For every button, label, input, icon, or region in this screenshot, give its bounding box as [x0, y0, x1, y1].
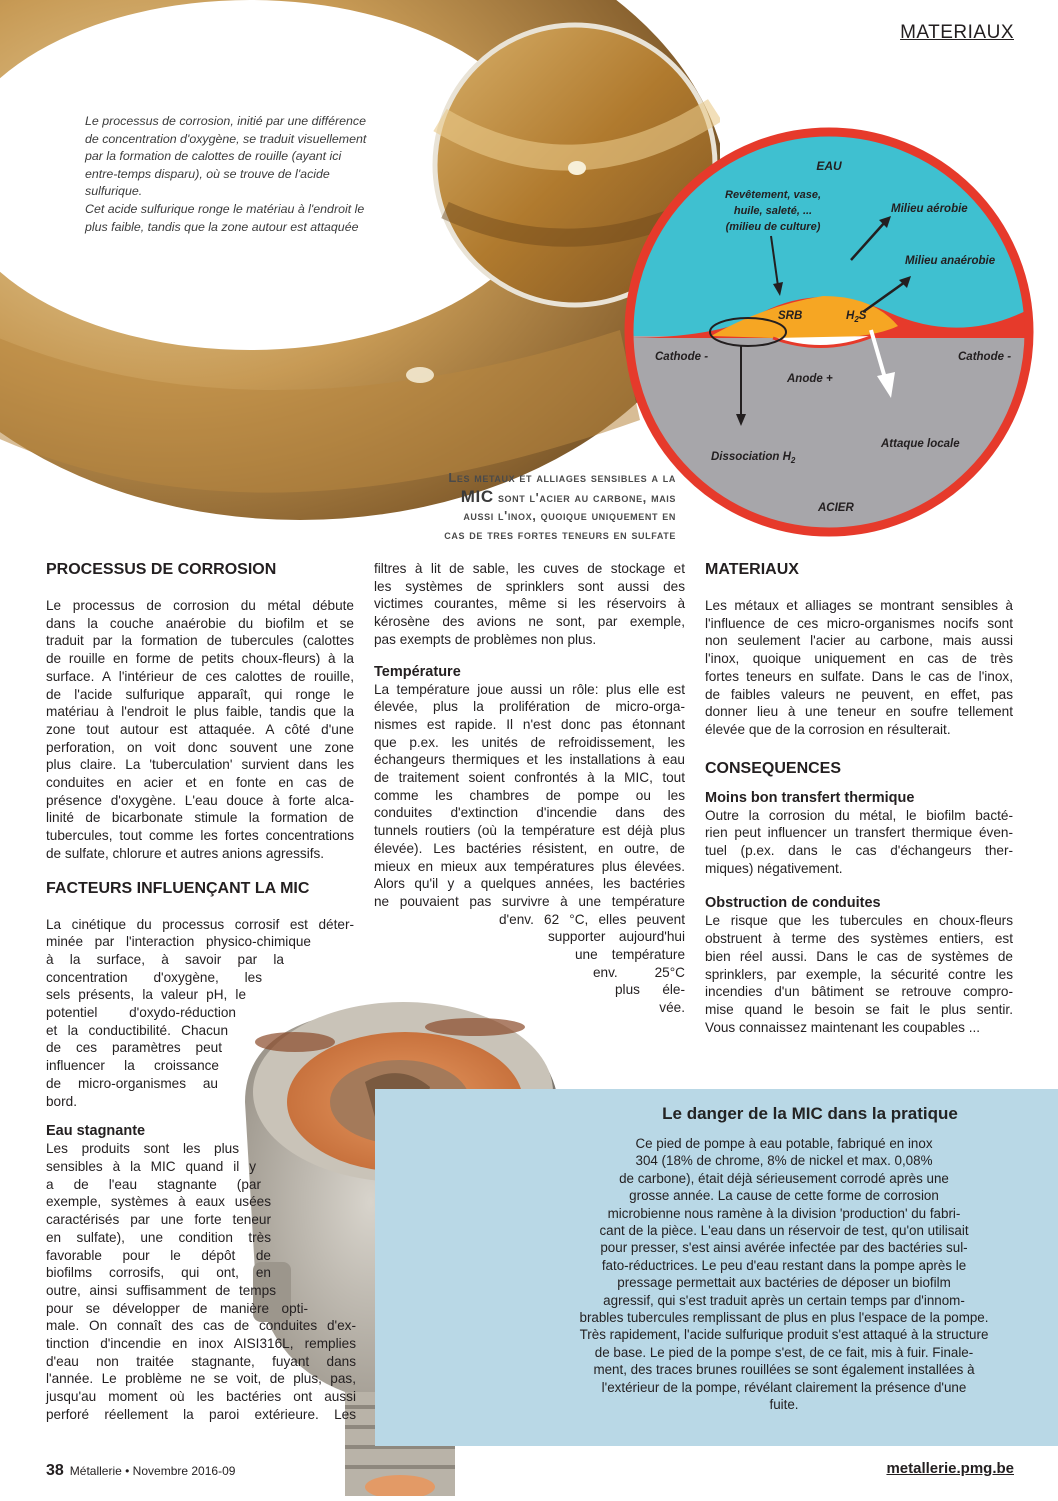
text-line: ne pouvaient pas survivre à une température: [374, 893, 685, 909]
photo-caption: [85, 113, 395, 236]
heading-processus: PROCESSUS DE CORROSION: [46, 561, 277, 578]
temperature-text: [374, 681, 685, 1017]
text-line: obstruent à terme des systèmes entiers, est: [705, 931, 1013, 947]
revetement-label-2: huile, saleté, ...: [733, 205, 813, 217]
text-line: Les métaux et alliages se montrant sensibles à: [705, 598, 1013, 613]
pull-quote-line: [368, 488, 676, 508]
text-line: tubercules, tout comme les fortes concentrations: [46, 828, 354, 844]
pull-quote-line: Les metaux et alliages sensibles a la: [448, 470, 676, 485]
text-line: Alors qu'il y a quelques années, les bactéries: [374, 876, 685, 892]
text-line: les systèmes de sprinklers sont aussi des: [374, 578, 685, 594]
sidebar-line: Très rapidement, l'acide sulfurique produit s'est attaqué à la structure: [579, 1327, 989, 1343]
text-line: tunnels routiers (où la température est déjà plus: [374, 823, 685, 839]
text-line: vée.: [659, 1000, 685, 1016]
text-line: l'inox, quoique uniquement en cas de très: [705, 651, 1013, 667]
text-line: a de l'eau stagnante (par: [46, 1176, 261, 1192]
text-line: sels présents, la valeur pH, le: [46, 987, 246, 1003]
cathode-right-label: Cathode -: [958, 351, 1012, 363]
text-line: biofilms corrosifs, qui ont, en: [46, 1265, 271, 1281]
text-line: exemple, systèmes à eaux usées: [46, 1194, 271, 1210]
text-line: incendies d'un bâtiment se retrouve compro-: [705, 984, 1013, 1000]
text-line: conduites en acier et en fonte en cas de: [46, 775, 354, 791]
sidebar-line: pour presser, s'est ainsi avérée infectée par des bactéries sul-: [600, 1240, 968, 1256]
text-line: à la surface, à savoir par la: [46, 951, 284, 967]
caption-line: Cet acide sulfurique ronge le matériau à l'endroit le: [85, 201, 365, 216]
processus-text: [46, 597, 354, 863]
text-line: outre, ainsi suffisamment de temps: [46, 1282, 276, 1298]
text-line: comme les chambres de pompe ou les: [374, 787, 685, 803]
sidebar-line: Ce pied de pompe à eau potable, fabriqué en inox: [635, 1136, 933, 1151]
caption-line: Le processus de corrosion, initié par une différence: [85, 114, 367, 128]
text-line: non seulement l'acier au carbone, mais aussi: [705, 633, 1013, 649]
heading-temperature: Température: [374, 663, 461, 680]
transfert-text: [705, 807, 1013, 878]
sidebar-text: [545, 1135, 1023, 1414]
sidebar-line: de base. Le pied de la pompe s'est, de ce fait, mis à fuir. Finale-: [594, 1344, 974, 1360]
sidebar-line: brables tubercules remplissant de plus en plus l'espace de la pompe.: [579, 1310, 989, 1326]
text-line: d'env. 62 °C, elles peuvent: [499, 911, 685, 927]
website-link[interactable]: metallerie.pmg.be: [886, 1460, 1014, 1477]
middle-intro-text: [374, 560, 685, 649]
text-line: mise quand le besoin se fait le plus sentir.: [705, 1001, 1013, 1017]
text-line: pas exempts de problèmes non plus.: [374, 631, 597, 647]
caption-line: entre-temps disparu), où se trouve de l'acide: [85, 166, 330, 181]
text-line: influencer la croissance: [46, 1058, 219, 1074]
facteurs-text: [46, 916, 354, 1111]
text-line: Outre la corrosion du métal, le biofilm bacté-: [705, 807, 1013, 823]
heading-obstruction: Obstruction de conduites: [705, 895, 881, 912]
page-number: 38: [46, 1462, 64, 1479]
pull-quote-line: cas de tres fortes teneurs en sulfate: [444, 526, 676, 542]
text-line: perforé réellement la paroi extérieure. Les: [46, 1406, 356, 1422]
sidebar-line: agressif, qui s'est traduit après un certain temps par d'innom-: [603, 1292, 965, 1308]
text-line: que p.ex. les unités de refroidissement, les: [374, 734, 685, 750]
sidebar-line: fuite.: [769, 1397, 799, 1413]
cathode-left-label: Cathode -: [655, 351, 709, 363]
heading-transfert: Moins bon transfert thermique: [705, 789, 915, 806]
sidebar-line: pressage permettait aux bactéries de déposer un biofilm: [617, 1275, 951, 1291]
eau-label: EAU: [816, 159, 842, 173]
text-line: traduit par la formation de tubercules (calottes: [46, 633, 354, 649]
text-line: kérosène des avions ne sont, par exemple,: [374, 614, 685, 630]
text-line: et la conductibilité. Chacun: [46, 1022, 228, 1038]
text-line: élevée). Les bactéries résistent, en outre, de: [374, 840, 685, 856]
text-line: filtres à lit de sable, les cuves de stockage et: [374, 561, 685, 576]
text-line: l'influence de ces micro-organismes nocifs sont: [705, 615, 1013, 631]
middle-column: [374, 560, 685, 1017]
text-line: une température: [575, 947, 685, 963]
text-line: Le processus de corrosion du métal débute: [46, 598, 354, 613]
text-line: matériau à l'endroit le plus faible, tandis que la: [46, 704, 354, 720]
text-line: de l'acide sulfurique apparaît, qui ronge le: [46, 686, 354, 702]
text-line: plus éle-: [615, 982, 685, 998]
text-line: linité de bicarbonate stimule la formation de: [46, 810, 354, 826]
sidebar-title: Le danger de la MIC dans la pratique: [662, 1104, 958, 1123]
revetement-label-3: (milieu de culture): [725, 221, 821, 233]
anode-label: Anode +: [787, 373, 833, 385]
text-line: jusqu'au moment où les bactéries ont aussi: [46, 1389, 356, 1405]
steel-zone: [623, 336, 1035, 546]
sidebar-line: grosse année. La cause de cette forme de corrosion: [629, 1188, 939, 1204]
pull-quote: [368, 469, 676, 544]
text-line: zone tout autour est attaquée. A côté d'une: [46, 721, 354, 737]
sidebar-line: de carbone), était déjà sérieusement corrodé après une: [619, 1170, 949, 1186]
heading-consequences: CONSEQUENCES: [705, 759, 842, 777]
text-line: rien peut influencer un transfert thermique éven-: [705, 825, 1013, 841]
text-line: fortes teneurs en sulfate. Dans le cas de l'inox,: [705, 668, 1013, 684]
text-line: plus claire. La 'tuberculation' survient dans les: [46, 757, 354, 773]
mic-diagram: [623, 116, 1035, 546]
text-line: bord.: [46, 1093, 77, 1109]
text-line: Les produits sont les plus: [46, 1141, 239, 1157]
materiaux-text: [705, 597, 1013, 739]
heading-materiaux: MATERIAUX: [705, 561, 799, 578]
heading-facteurs: FACTEURS INFLUENÇANT LA MIC: [46, 879, 310, 897]
h2s-label: $H_2S$: [846, 310, 867, 324]
caption-line: plus faible, tandis que la zone autour est attaquée: [85, 219, 359, 234]
text-line: élevée que de la corrosion en résulterait.: [705, 721, 951, 737]
text-line: donner lieu à une teneur en soufre tellement: [705, 704, 1013, 720]
text-line: bien réel aussi. Dans le cas de systèmes de: [705, 948, 1013, 964]
text-line: perforation, on voit donc souvent une zone: [46, 739, 354, 755]
obstruction-text: [705, 912, 1013, 1036]
acier-label: ACIER: [818, 502, 854, 514]
sidebar-line: 304 (18% de chrome, 8% de nickel et max. 0,08%: [635, 1153, 933, 1169]
text-line: pour se développer de manière opti-: [46, 1300, 308, 1316]
text-line: nismes est rapide. Il n'est donc pas étonnant: [374, 716, 685, 732]
text-line: Le risque que les tubercules en choux-fleurs: [705, 913, 1013, 929]
corroded-pipe-photo: [0, 0, 720, 530]
text-line: male. On connaît des cas de conduites d'ex-: [46, 1318, 356, 1334]
attaque-label: Attaque locale: [881, 438, 960, 450]
caption-line: sulfurique.: [85, 184, 143, 199]
anaerobie-label: Milieu anaérobie: [905, 255, 996, 267]
text-line: de sulfate, chlorure et autres anions agressifs.: [46, 845, 325, 861]
text-line: élevée, plus la prolifération de micro-orga-: [374, 699, 685, 715]
magazine-issue: Métallerie • Novembre 2016-09: [69, 1464, 236, 1478]
sidebar-line: cant de la pièce. L'eau dans un réservoir de test, qu'on utilisait: [599, 1223, 969, 1239]
text-line: La cinétique du processus corrosif est déter-: [46, 916, 354, 932]
text-line: minée par l'interaction physico-chimique: [46, 934, 311, 950]
caption-line: par la formation de calottes de rouille (ayant ici: [85, 149, 342, 164]
eau-stagnante-text: [46, 1140, 354, 1423]
caption-line: de concentration d'oxygène, se traduit visuellement: [85, 131, 367, 146]
dissociation-label: Dissociation $H_2$: [711, 451, 796, 465]
text-line: potentiel d'oxydo-réduction: [46, 1005, 236, 1021]
sidebar-line: l'extérieur de la pompe, révélant clairement la présence d'une: [601, 1379, 967, 1395]
text-line: conduites d'extinction d'incendie dans des: [374, 805, 685, 821]
pull-quote-line: aussi l'inox, quoique uniquement en: [463, 508, 676, 523]
text-line: miques) négativement.: [705, 860, 843, 876]
heading-eau-stagnante: Eau stagnante: [46, 1123, 146, 1140]
right-column: [705, 560, 1013, 1036]
text-line: sensibles à la MIC quand il y: [46, 1158, 256, 1174]
sidebar-line: fato-réductrices. Le peu d'eau restant dans la pompe après le: [601, 1257, 967, 1273]
text-line: de faibles valeurs ne peuvent, en effet, pas: [705, 686, 1013, 702]
text-line: l'année. Le problème ne se voit, de plus, pas,: [46, 1371, 356, 1387]
left-column: [46, 560, 354, 1424]
footer-left: [46, 1462, 235, 1480]
text-line: de micro-organismes au: [46, 1075, 218, 1091]
text-line: sprinklers, par exemple, la sécurité contre les: [705, 966, 1013, 982]
text-line: mieux en mieux aux températures plus élevées.: [374, 858, 685, 874]
text-line: de rouille en forme de petits choux-fleurs) à la: [46, 651, 354, 667]
text-line: en sulfate), une condition très: [46, 1229, 271, 1245]
srb-label: SRB: [778, 310, 803, 322]
pull-quote-mic: MIC: [460, 486, 494, 506]
aerobie-label: Milieu aérobie: [891, 203, 968, 215]
text-line: Vous connaissez maintenant les coupables ...: [705, 1019, 981, 1035]
text-line: dans la couche anaérobie du biofilm et se: [46, 615, 354, 631]
text-line: de traitement soient confrontés à la MIC, tout: [374, 770, 685, 786]
text-line: surface. A l'intérieur de ces calottes de rouille,: [46, 668, 354, 684]
text-line: caractérisés par une forte teneur: [46, 1212, 271, 1228]
text-line: présence d'oxygène. L'eau douce à forte alca-: [46, 792, 354, 808]
text-line: échangeurs thermiques et les installations à eau: [374, 752, 685, 768]
sidebar-line: ment, des traces brunes rouillées se sont également installées à: [593, 1362, 975, 1378]
sidebar-line: microbienne nous ramène à la division 'production' du fabri-: [607, 1205, 961, 1221]
text-line: tuel (p.ex. dans le cas d'échangeurs ther-: [705, 843, 1013, 859]
revetement-label-1: Revêtement, vase,: [725, 189, 821, 201]
section-tag: MATERIAUX: [900, 22, 1014, 43]
text-line: concentration d'oxygène, les: [46, 969, 262, 985]
text-line: supporter aujourd'hui: [548, 929, 685, 945]
text-line: victimes courantes, même si les réservoirs à: [374, 596, 685, 612]
text-line: La température joue aussi un rôle: plus elle est: [374, 681, 685, 697]
text-line: de ces paramètres peut: [46, 1040, 222, 1056]
text-line: tinction d'incendie en inox AISI316L, remplies: [46, 1336, 356, 1352]
text-line: favorable pour le dépôt de: [46, 1247, 271, 1263]
text-line: env. 25°C: [593, 964, 685, 980]
pull-quote-text: sont l'acier au carbone, mais: [493, 489, 676, 505]
text-line: d'eau non traitée stagnante, fuyant dans: [46, 1353, 356, 1369]
